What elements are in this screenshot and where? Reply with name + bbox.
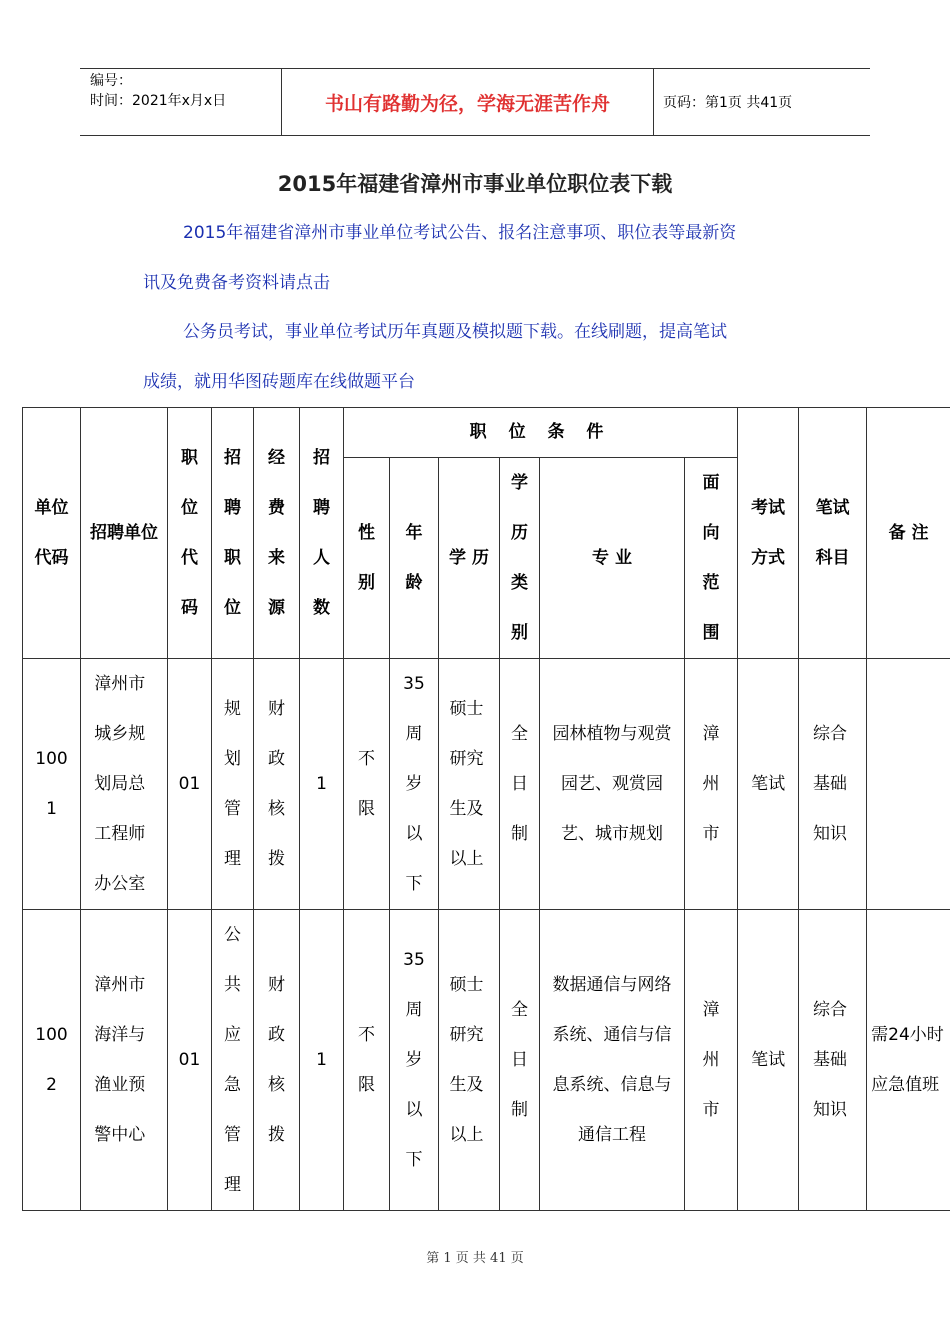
header-education: 学 历 [439, 458, 500, 659]
cell-funding: 财政核拨 [254, 659, 300, 910]
number-label: 编号： [90, 73, 132, 89]
cell-scope: 漳州市 [685, 910, 738, 1211]
header-exam-subject: 笔试科目 [799, 408, 867, 659]
header-recruit-unit: 招聘单位 [81, 408, 168, 659]
header-funding: 经费来源 [254, 408, 300, 659]
cell-remark: 需24小时应急值班 [867, 910, 950, 1211]
header-unit-code: 单位代码 [23, 408, 81, 659]
cell-exam-subject: 综合基础知识 [799, 910, 867, 1211]
cell-education: 硕士研究生及以上 [439, 910, 500, 1211]
page-footer: 第 1 页 共 41 页 [426, 1251, 524, 1266]
header-page-info: 页码：第1页 共41页 [663, 95, 793, 111]
cell-edu-type: 全日制 [500, 910, 540, 1211]
cell-count: 1 [300, 659, 344, 910]
cell-recruit-unit: 漳州市海洋与渔业预警中心 [81, 910, 168, 1211]
header-position: 招聘职位 [212, 408, 254, 659]
cell-scope: 漳州市 [685, 659, 738, 910]
cell-position-code: 01 [168, 659, 212, 910]
cell-gender: 不限 [344, 910, 390, 1211]
cell-remark [867, 659, 950, 910]
cell-exam-method: 笔试 [738, 659, 799, 910]
cell-exam-subject: 综合基础知识 [799, 659, 867, 910]
intro-line-4[interactable]: 成绩，就用华图砖题库在线做题平台 [143, 372, 415, 392]
cell-unit-code: 1001 [23, 659, 81, 910]
cell-major: 园林植物与观赏园艺、观赏园艺、城市规划 [540, 659, 685, 910]
cell-gender: 不限 [344, 659, 390, 910]
header-count: 招聘人数 [300, 408, 344, 659]
header-gender: 性别 [344, 458, 390, 659]
cell-recruit-unit: 漳州市城乡规划局总工程师办公室 [81, 659, 168, 910]
header-scope: 面向范围 [685, 458, 738, 659]
header-age: 年龄 [390, 458, 439, 659]
page-header [80, 68, 870, 136]
cell-position: 规划管理 [212, 659, 254, 910]
cell-major: 数据通信与网络系统、通信与信息系统、信息与通信工程 [540, 910, 685, 1211]
header-motto: 书山有路勤为径，学海无涯苦作舟 [282, 69, 654, 135]
header-major: 专 业 [540, 458, 685, 659]
header-exam-method: 考试方式 [738, 408, 799, 659]
intro-line-2[interactable]: 讯及免费备考资料请点击 [143, 273, 330, 293]
intro-line-1[interactable]: 2015年福建省漳州市事业单位考试公告、报名注意事项、职位表等最新资 [183, 223, 737, 243]
header-edu-type: 学历类别 [500, 458, 540, 659]
cell-age: 35周岁以下 [390, 659, 439, 910]
header-remark: 备 注 [867, 408, 950, 659]
intro-line-3[interactable]: 公务员考试，事业单位考试历年真题及模拟题下载。在线刷题，提高笔试 [183, 322, 727, 342]
intro-link-question-bank[interactable] [143, 307, 823, 407]
document-title: 2015年福建省漳州市事业单位职位表下载 [277, 172, 673, 196]
cell-position: 公共应急管理 [212, 910, 254, 1211]
positions-table [22, 407, 950, 1211]
time-label: 时间：2021年x月x日 [90, 93, 227, 109]
header-position-code: 职位代码 [168, 408, 212, 659]
cell-funding: 财政核拨 [254, 910, 300, 1211]
table-row [23, 910, 950, 1211]
intro-link-exam-notice[interactable] [143, 208, 823, 308]
cell-unit-code: 1002 [23, 910, 81, 1211]
header-meta [80, 69, 282, 135]
cell-position-code: 01 [168, 910, 212, 1211]
header-conditions: 职 位 条 件 [344, 408, 738, 458]
table-row [23, 659, 950, 910]
cell-count: 1 [300, 910, 344, 1211]
cell-education: 硕士研究生及以上 [439, 659, 500, 910]
cell-age: 35周岁以下 [390, 910, 439, 1211]
cell-exam-method: 笔试 [738, 910, 799, 1211]
cell-edu-type: 全日制 [500, 659, 540, 910]
